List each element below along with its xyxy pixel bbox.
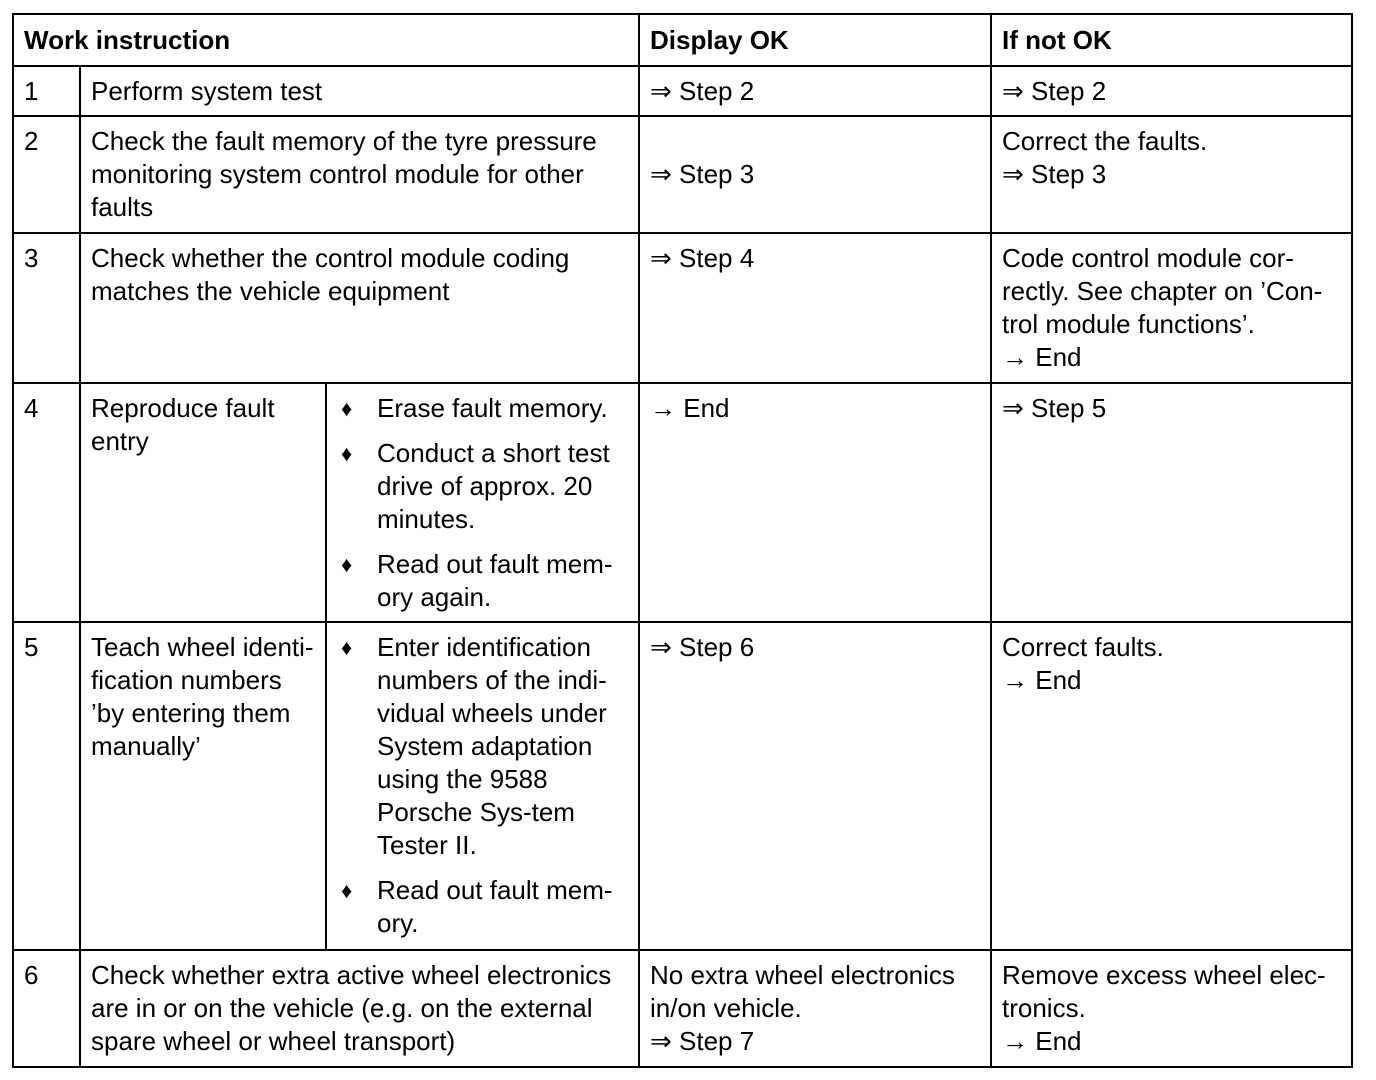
table-row <box>13 950 1352 1067</box>
display-ok-cell <box>639 233 991 383</box>
step-instruction: Check whether the control module coding matches the vehicle equipment <box>80 233 639 383</box>
step-actions-cell <box>326 383 639 622</box>
display-ok-cell <box>639 950 991 1067</box>
list-item <box>337 437 628 536</box>
display-ok-text: ⇒ Step 4 <box>650 243 755 273</box>
action-list <box>337 631 628 940</box>
if-not-ok-text: ⇒ Step 5 <box>1002 393 1107 423</box>
list-item <box>337 392 628 425</box>
if-not-ok-text: → End <box>1002 1026 1082 1056</box>
step-number: 6 <box>13 950 80 1067</box>
step-instruction: Teach wheel identi-fication numbers ’by entering them manually’ <box>80 622 326 950</box>
step-instruction: Check the fault memory of the tyre pressure monitoring system control module for other faults <box>80 116 639 233</box>
step-instruction: Check whether extra active wheel electronics are in or on the vehicle (e.g. on the external spare wheel or wheel transport) <box>80 950 639 1067</box>
action-text: Read out fault mem-ory. <box>377 875 613 938</box>
if-not-ok-text: Correct the faults. <box>1002 126 1208 156</box>
display-ok-cell <box>639 116 991 233</box>
table-row <box>13 622 1352 950</box>
display-ok-text: ⇒ Step 6 <box>650 632 755 662</box>
display-ok-cell <box>639 383 991 622</box>
step-number: 5 <box>13 622 80 950</box>
if-not-ok-text: ⇒ Step 2 <box>1002 76 1107 106</box>
if-not-ok-cell <box>991 116 1352 233</box>
if-not-ok-text: → End <box>1002 342 1082 372</box>
header-work-instruction: Work instruction <box>13 14 639 66</box>
diamond-bullet-icon: ♦ <box>341 635 353 660</box>
list-item <box>337 874 628 940</box>
if-not-ok-text: Code control module cor-rectly. See chapter on ’Con-trol module functions’. <box>1002 243 1323 339</box>
step-instruction: Reproduce fault entry <box>80 383 326 622</box>
if-not-ok-cell <box>991 66 1352 116</box>
display-ok-text: No extra wheel electronics in/on vehicle. <box>650 960 955 1023</box>
step-number: 3 <box>13 233 80 383</box>
step-number: 1 <box>13 66 80 116</box>
display-ok-cell <box>639 66 991 116</box>
list-item <box>337 548 628 614</box>
table-row <box>13 233 1352 383</box>
if-not-ok-text: ⇒ Step 3 <box>1002 159 1107 189</box>
table-header-row <box>13 14 1352 66</box>
display-ok-cell <box>639 622 991 950</box>
diamond-bullet-icon: ♦ <box>341 441 353 466</box>
if-not-ok-text: Correct faults. <box>1002 632 1164 662</box>
action-text: Erase fault memory. <box>377 393 608 423</box>
if-not-ok-cell <box>991 233 1352 383</box>
step-instruction: Perform system test <box>80 66 639 116</box>
if-not-ok-cell <box>991 950 1352 1067</box>
header-display-ok: Display OK <box>639 14 991 66</box>
display-ok-text: ⇒ Step 2 <box>650 76 755 106</box>
action-text: Read out fault mem-ory again. <box>377 549 613 612</box>
display-ok-text: ⇒ Step 7 <box>650 1026 755 1056</box>
if-not-ok-text: → End <box>1002 665 1082 695</box>
table-row <box>13 66 1352 116</box>
if-not-ok-text: Remove excess wheel elec-tronics. <box>1002 960 1326 1023</box>
action-text: Enter identification numbers of the indi-vidual wheels under System adaptation using the 9588 Porsche Sys-tem Tester II. <box>377 632 607 860</box>
table-row <box>13 383 1352 622</box>
header-if-not-ok: If not OK <box>991 14 1352 66</box>
step-number: 4 <box>13 383 80 622</box>
work-instruction-table <box>12 13 1353 1068</box>
action-text: Conduct a short test drive of approx. 20 minutes. <box>377 438 610 534</box>
display-ok-text: → End <box>650 393 730 423</box>
diamond-bullet-icon: ♦ <box>341 396 353 421</box>
if-not-ok-cell <box>991 383 1352 622</box>
diamond-bullet-icon: ♦ <box>341 878 353 903</box>
step-actions-cell <box>326 622 639 950</box>
step-number: 2 <box>13 116 80 233</box>
table-row <box>13 116 1352 233</box>
if-not-ok-cell <box>991 622 1352 950</box>
diamond-bullet-icon: ♦ <box>341 552 353 577</box>
list-item <box>337 631 628 862</box>
action-list <box>337 392 628 614</box>
display-ok-text: ⇒ Step 3 <box>650 159 755 189</box>
